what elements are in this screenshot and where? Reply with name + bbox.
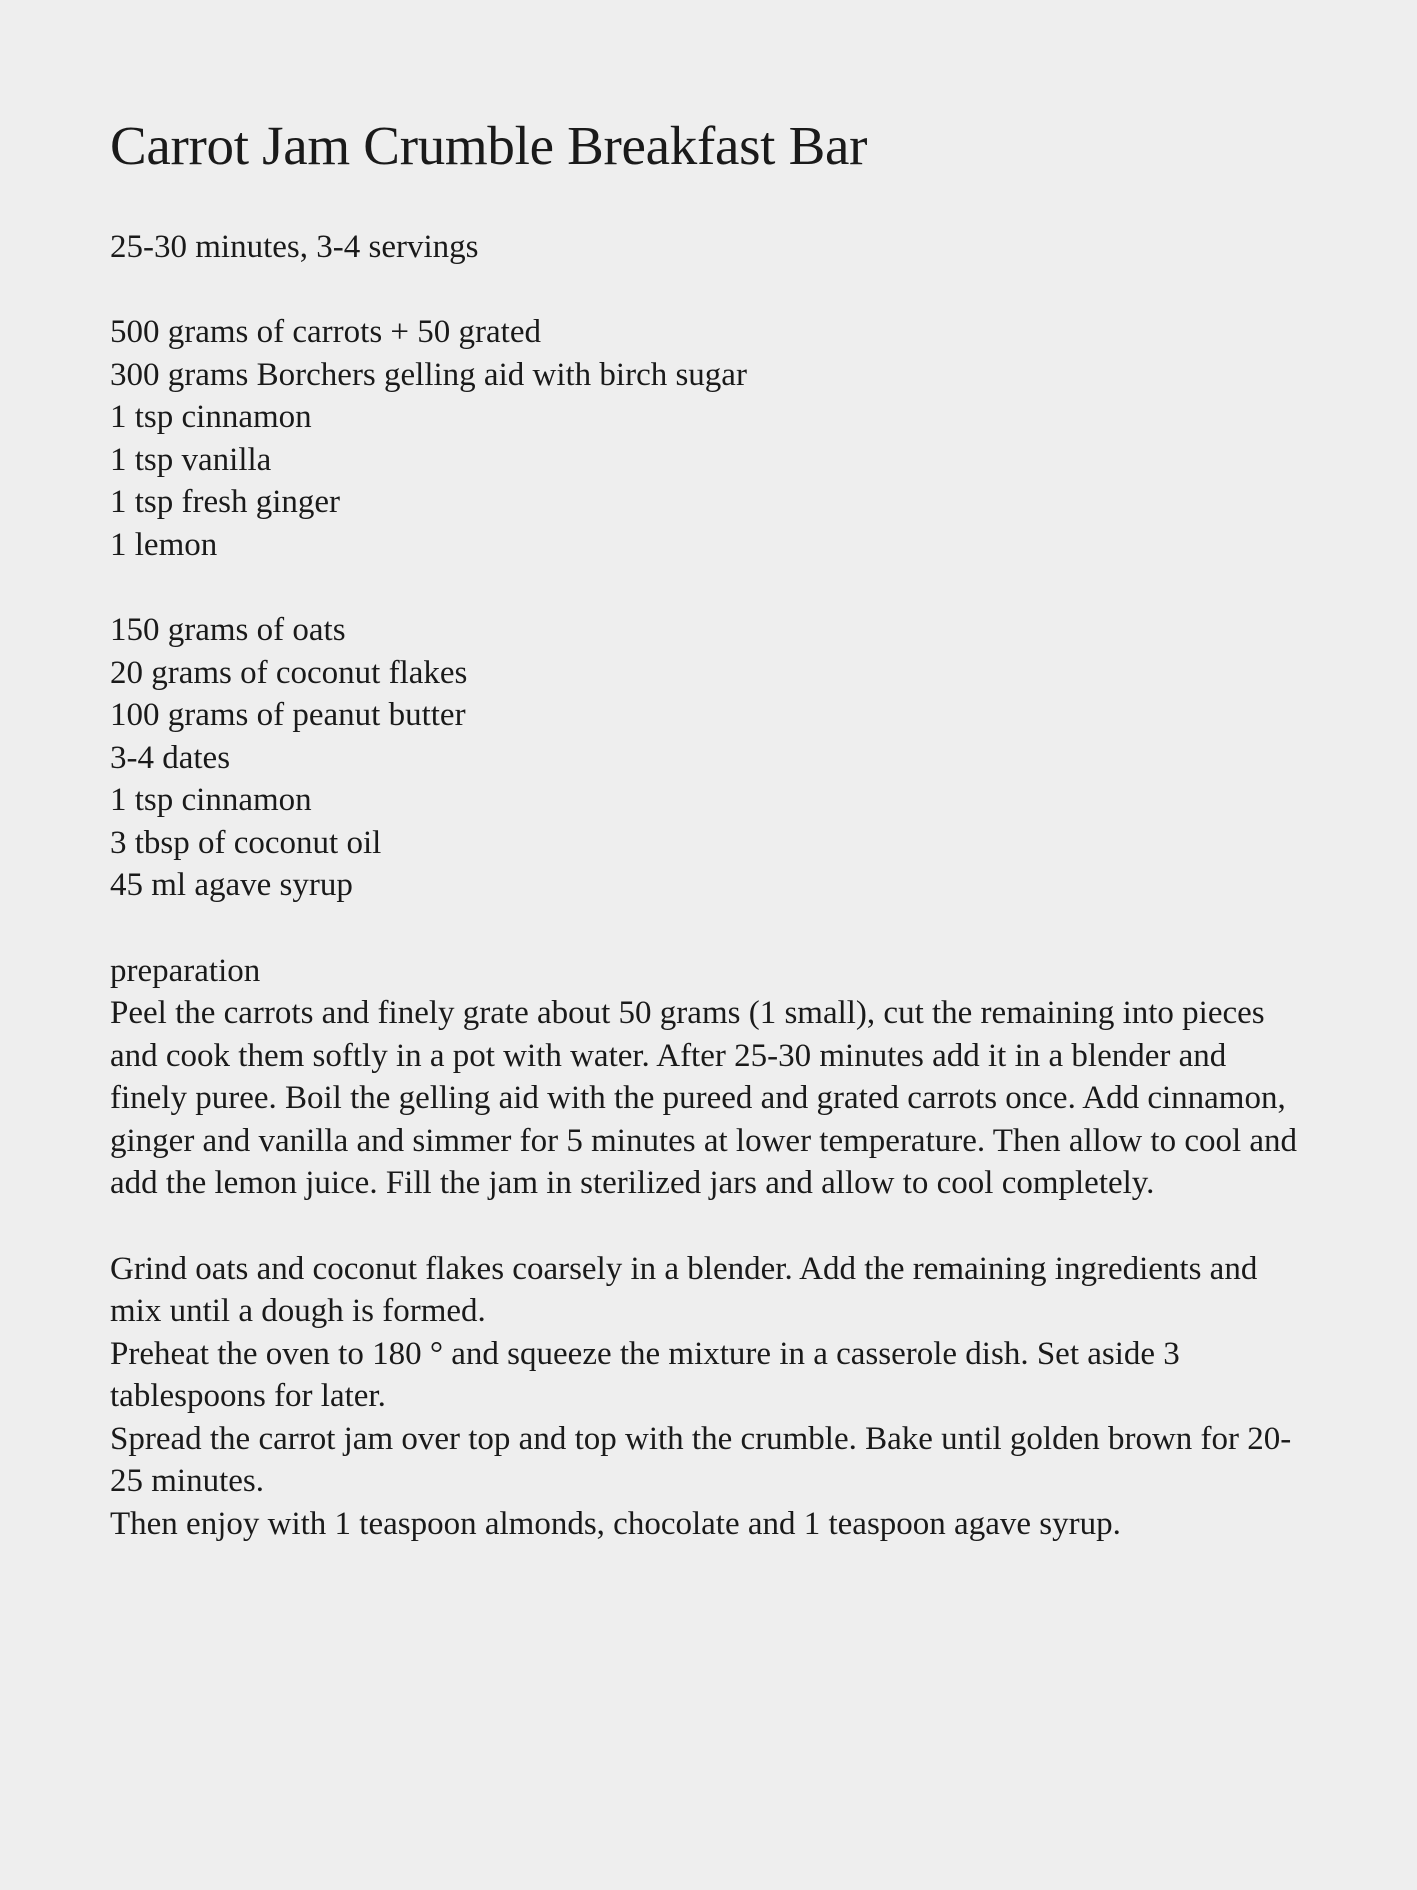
- ingredient-item: 3 tbsp of coconut oil: [110, 824, 382, 861]
- recipe-meta: 25-30 minutes, 3-4 servings: [110, 229, 479, 265]
- ingredient-item: 1 tsp cinnamon: [110, 399, 312, 435]
- ingredient-item: 45 ml agave syrup: [110, 867, 353, 903]
- ingredient-item: 500 grams of carrots + 50 grated: [110, 314, 541, 350]
- ingredient-item: 20 grams of coconut flakes: [110, 654, 468, 691]
- ingredient-item: 1 lemon: [110, 526, 218, 563]
- crumble-step: Grind oats and coconut flakes coarsely in a blender. Add the remaining ingredients and mix until a dough is formed.: [110, 1250, 1258, 1329]
- ingredient-item: 100 grams of peanut butter: [110, 697, 466, 733]
- ingredient-item: 150 grams of oats: [110, 612, 346, 648]
- ingredient-item: 1 tsp vanilla: [110, 441, 272, 478]
- crumble-steps-section: [110, 1248, 1307, 1546]
- preparation-heading: preparation: [110, 952, 261, 989]
- crumble-step: Then enjoy with 1 teaspoon almonds, chocolate and 1 teaspoon agave syrup.: [110, 1505, 1121, 1542]
- preparation-section: [110, 950, 1307, 1205]
- crumble-step: Preheat the oven to 180 ° and squeeze the mixture in a casserole dish. Set aside 3 tablespoons for later.: [110, 1335, 1180, 1414]
- crumble-ingredient-list: [110, 609, 1307, 907]
- ingredient-item: 300 grams Borchers gelling aid with birch sugar: [110, 356, 747, 393]
- jam-ingredient-list: [110, 311, 1307, 566]
- ingredient-item: 3-4 dates: [110, 739, 231, 776]
- ingredient-item: 1 tsp fresh ginger: [110, 484, 341, 520]
- preparation-text: Peel the carrots and finely grate about 50 grams (1 small), cut the remaining into pieces and cook them softly in a pot with water. After 25-30 minutes add it in a blender and finely puree. Boil the gelling aid with the pureed and grated carrots once. Add cinnamon, ginger and vanilla and simmer for 5 minutes at lower temperature. Then allow to cool and add the lemon juice. Fill the jam in sterilized jars and allow to cool completely.: [110, 995, 1298, 1201]
- ingredient-item: 1 tsp cinnamon: [110, 782, 312, 818]
- crumble-step: Spread the carrot jam over top and top with the crumble. Bake until golden brown for 20-25 minutes.: [110, 1420, 1292, 1499]
- recipe-title: Carrot Jam Crumble Breakfast Bar: [110, 115, 868, 176]
